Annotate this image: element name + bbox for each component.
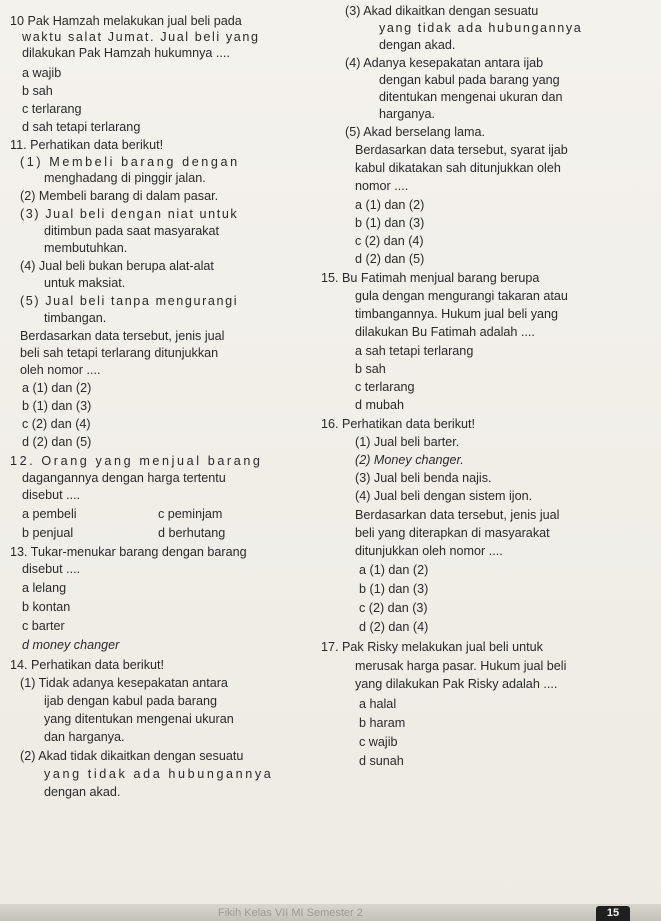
q15-stem: 15. Bu Fatimah menjual barang berupa	[321, 271, 540, 285]
q16-stem: 16. Perhatikan data berikut!	[321, 417, 476, 431]
q17-stem: 17. Pak Risky melakukan jual beli untuk	[321, 640, 543, 654]
q11-instruction: beli sah tetapi terlarang ditunjukkan	[20, 346, 219, 360]
q14-item: dengan akad.	[44, 785, 121, 799]
q14-option-a: a (1) dan (2)	[355, 198, 425, 212]
q13-option-c: c barter	[22, 619, 65, 633]
q17-stem: merusak harga pasar. Hukum jual beli	[355, 659, 567, 673]
q14-item: (5) Akad berselang lama.	[345, 125, 486, 139]
q13-stem: 13. Tukar-menukar barang dengan barang	[10, 545, 247, 559]
q12-option-b: b penjual	[22, 526, 74, 540]
q11-item: (4) Jual beli bukan berupa alat-alat	[20, 259, 214, 273]
q16-item: (4) Jual beli dengan sistem ijon.	[355, 489, 533, 503]
q17-option-b: b haram	[359, 716, 406, 730]
q12-option-d: d berhutang	[158, 526, 226, 540]
q15-stem: dilakukan Bu Fatimah adalah ....	[355, 325, 535, 339]
q14-item: dan harganya.	[44, 730, 125, 744]
q16-option-d: d (2) dan (4)	[359, 620, 429, 634]
q12-option-c: c peminjam	[158, 507, 223, 521]
q14-instruction: kabul dikatakan sah ditunjukkan oleh	[355, 161, 561, 175]
q10-stem: dilakukan Pak Hamzah hukumnya ....	[22, 46, 230, 60]
q13-option-b: b kontan	[22, 600, 71, 614]
q14-item: (1) Tidak adanya kesepakatan antara	[20, 676, 228, 690]
q11-option-d: d (2) dan (5)	[22, 435, 92, 449]
q14-item: yang ditentukan mengenai ukuran	[44, 712, 234, 726]
q16-item: (3) Jual beli benda najis.	[355, 471, 492, 485]
q16-option-b: b (1) dan (3)	[359, 582, 429, 596]
q16-item: (2) Money changer.	[355, 453, 464, 467]
q16-instruction: beli yang diterapkan di masyarakat	[355, 526, 550, 540]
q14-item: (4) Adanya kesepakatan antara ijab	[345, 56, 544, 70]
q11-instruction: oleh nomor ....	[20, 363, 101, 377]
q11-option-c: c (2) dan (4)	[22, 417, 91, 431]
q15-option-b: b sah	[355, 362, 386, 376]
q15-option-c: c terlarang	[355, 380, 415, 394]
q14-item: dengan akad.	[379, 38, 456, 52]
page-number: 15	[596, 906, 630, 921]
q11-item: (5) Jual beli tanpa mengurangi	[20, 294, 239, 308]
q16-option-c: c (2) dan (3)	[359, 601, 428, 615]
q16-instruction: Berdasarkan data tersebut, jenis jual	[355, 508, 560, 522]
q11-stem: 11. Perhatikan data berikut!	[10, 138, 164, 152]
q11-item: timbangan.	[44, 311, 107, 325]
q17-option-a: a halal	[359, 697, 397, 711]
q10-option-d: d sah tetapi terlarang	[22, 120, 141, 134]
q11-item: (1) Membeli barang dengan	[20, 155, 240, 169]
q11-item: (2) Membeli barang di dalam pasar.	[20, 189, 219, 203]
q11-option-b: b (1) dan (3)	[22, 399, 92, 413]
q14-item: dengan kabul pada barang yang	[379, 73, 560, 87]
q14-item: harganya.	[379, 107, 436, 121]
q14-item: (2) Akad tidak dikaitkan dengan sesuatu	[20, 749, 244, 763]
q14-item: ijab dengan kabul pada barang	[44, 694, 217, 708]
q15-stem: gula dengan mengurangi takaran atau	[355, 289, 568, 303]
q16-instruction: ditunjukkan oleh nomor ....	[355, 544, 503, 558]
q11-option-a: a (1) dan (2)	[22, 381, 92, 395]
q10-option-b: b sah	[22, 84, 53, 98]
q12-stem: 12. Orang yang menjual barang	[10, 454, 263, 468]
q11-item: ditimbun pada saat masyarakat	[44, 224, 220, 238]
q14-item: (3) Akad dikaitkan dengan sesuatu	[345, 4, 539, 18]
q17-stem: yang dilakukan Pak Risky adalah ....	[355, 677, 558, 691]
q11-instruction: Berdasarkan data tersebut, jenis jual	[20, 329, 225, 343]
q13-option-a: a lelang	[22, 581, 67, 595]
q11-item: membutuhkan.	[44, 241, 128, 255]
q12-stem: disebut ....	[22, 488, 81, 502]
q10-option-c: c terlarang	[22, 102, 82, 116]
q17-option-d: d sunah	[359, 754, 404, 768]
q16-option-a: a (1) dan (2)	[359, 563, 429, 577]
q15-option-d: d mubah	[355, 398, 405, 412]
q14-item: yang tidak ada hubungannya	[44, 767, 274, 781]
q11-item: (3) Jual beli dengan niat untuk	[20, 207, 239, 221]
q13-stem: disebut ....	[22, 562, 81, 576]
q14-instruction: Berdasarkan data tersebut, syarat ijab	[355, 143, 568, 157]
q14-item: ditentukan mengenai ukuran dan	[379, 90, 563, 104]
q11-item: untuk maksiat.	[44, 276, 126, 290]
q14-option-d: d (2) dan (5)	[355, 252, 425, 266]
q16-item: (1) Jual beli barter.	[355, 435, 460, 449]
q14-option-c: c (2) dan (4)	[355, 234, 424, 248]
q14-item: yang tidak ada hubungannya	[379, 21, 583, 35]
q17-option-c: c wajib	[359, 735, 398, 749]
q13-option-d: d money changer	[22, 638, 120, 652]
q14-instruction: nomor ....	[355, 179, 409, 193]
q10-stem: 10 Pak Hamzah melakukan jual beli pada	[10, 14, 242, 28]
q12-stem: dagangannya dengan harga tertentu	[22, 471, 226, 485]
q12-option-a: a pembeli	[22, 507, 77, 521]
q15-stem: timbangannya. Hukum jual beli yang	[355, 307, 559, 321]
q11-item: menghadang di pinggir jalan.	[44, 171, 206, 185]
q14-stem: 14. Perhatikan data berikut!	[10, 658, 165, 672]
q14-option-b: b (1) dan (3)	[355, 216, 425, 230]
q10-option-a: a wajib	[22, 66, 62, 80]
q10-stem: waktu salat Jumat. Jual beli yang	[22, 30, 260, 44]
footer-title: Fikih Kelas VII MI Semester 2	[218, 907, 363, 919]
q15-option-a: a sah tetapi terlarang	[355, 344, 474, 358]
